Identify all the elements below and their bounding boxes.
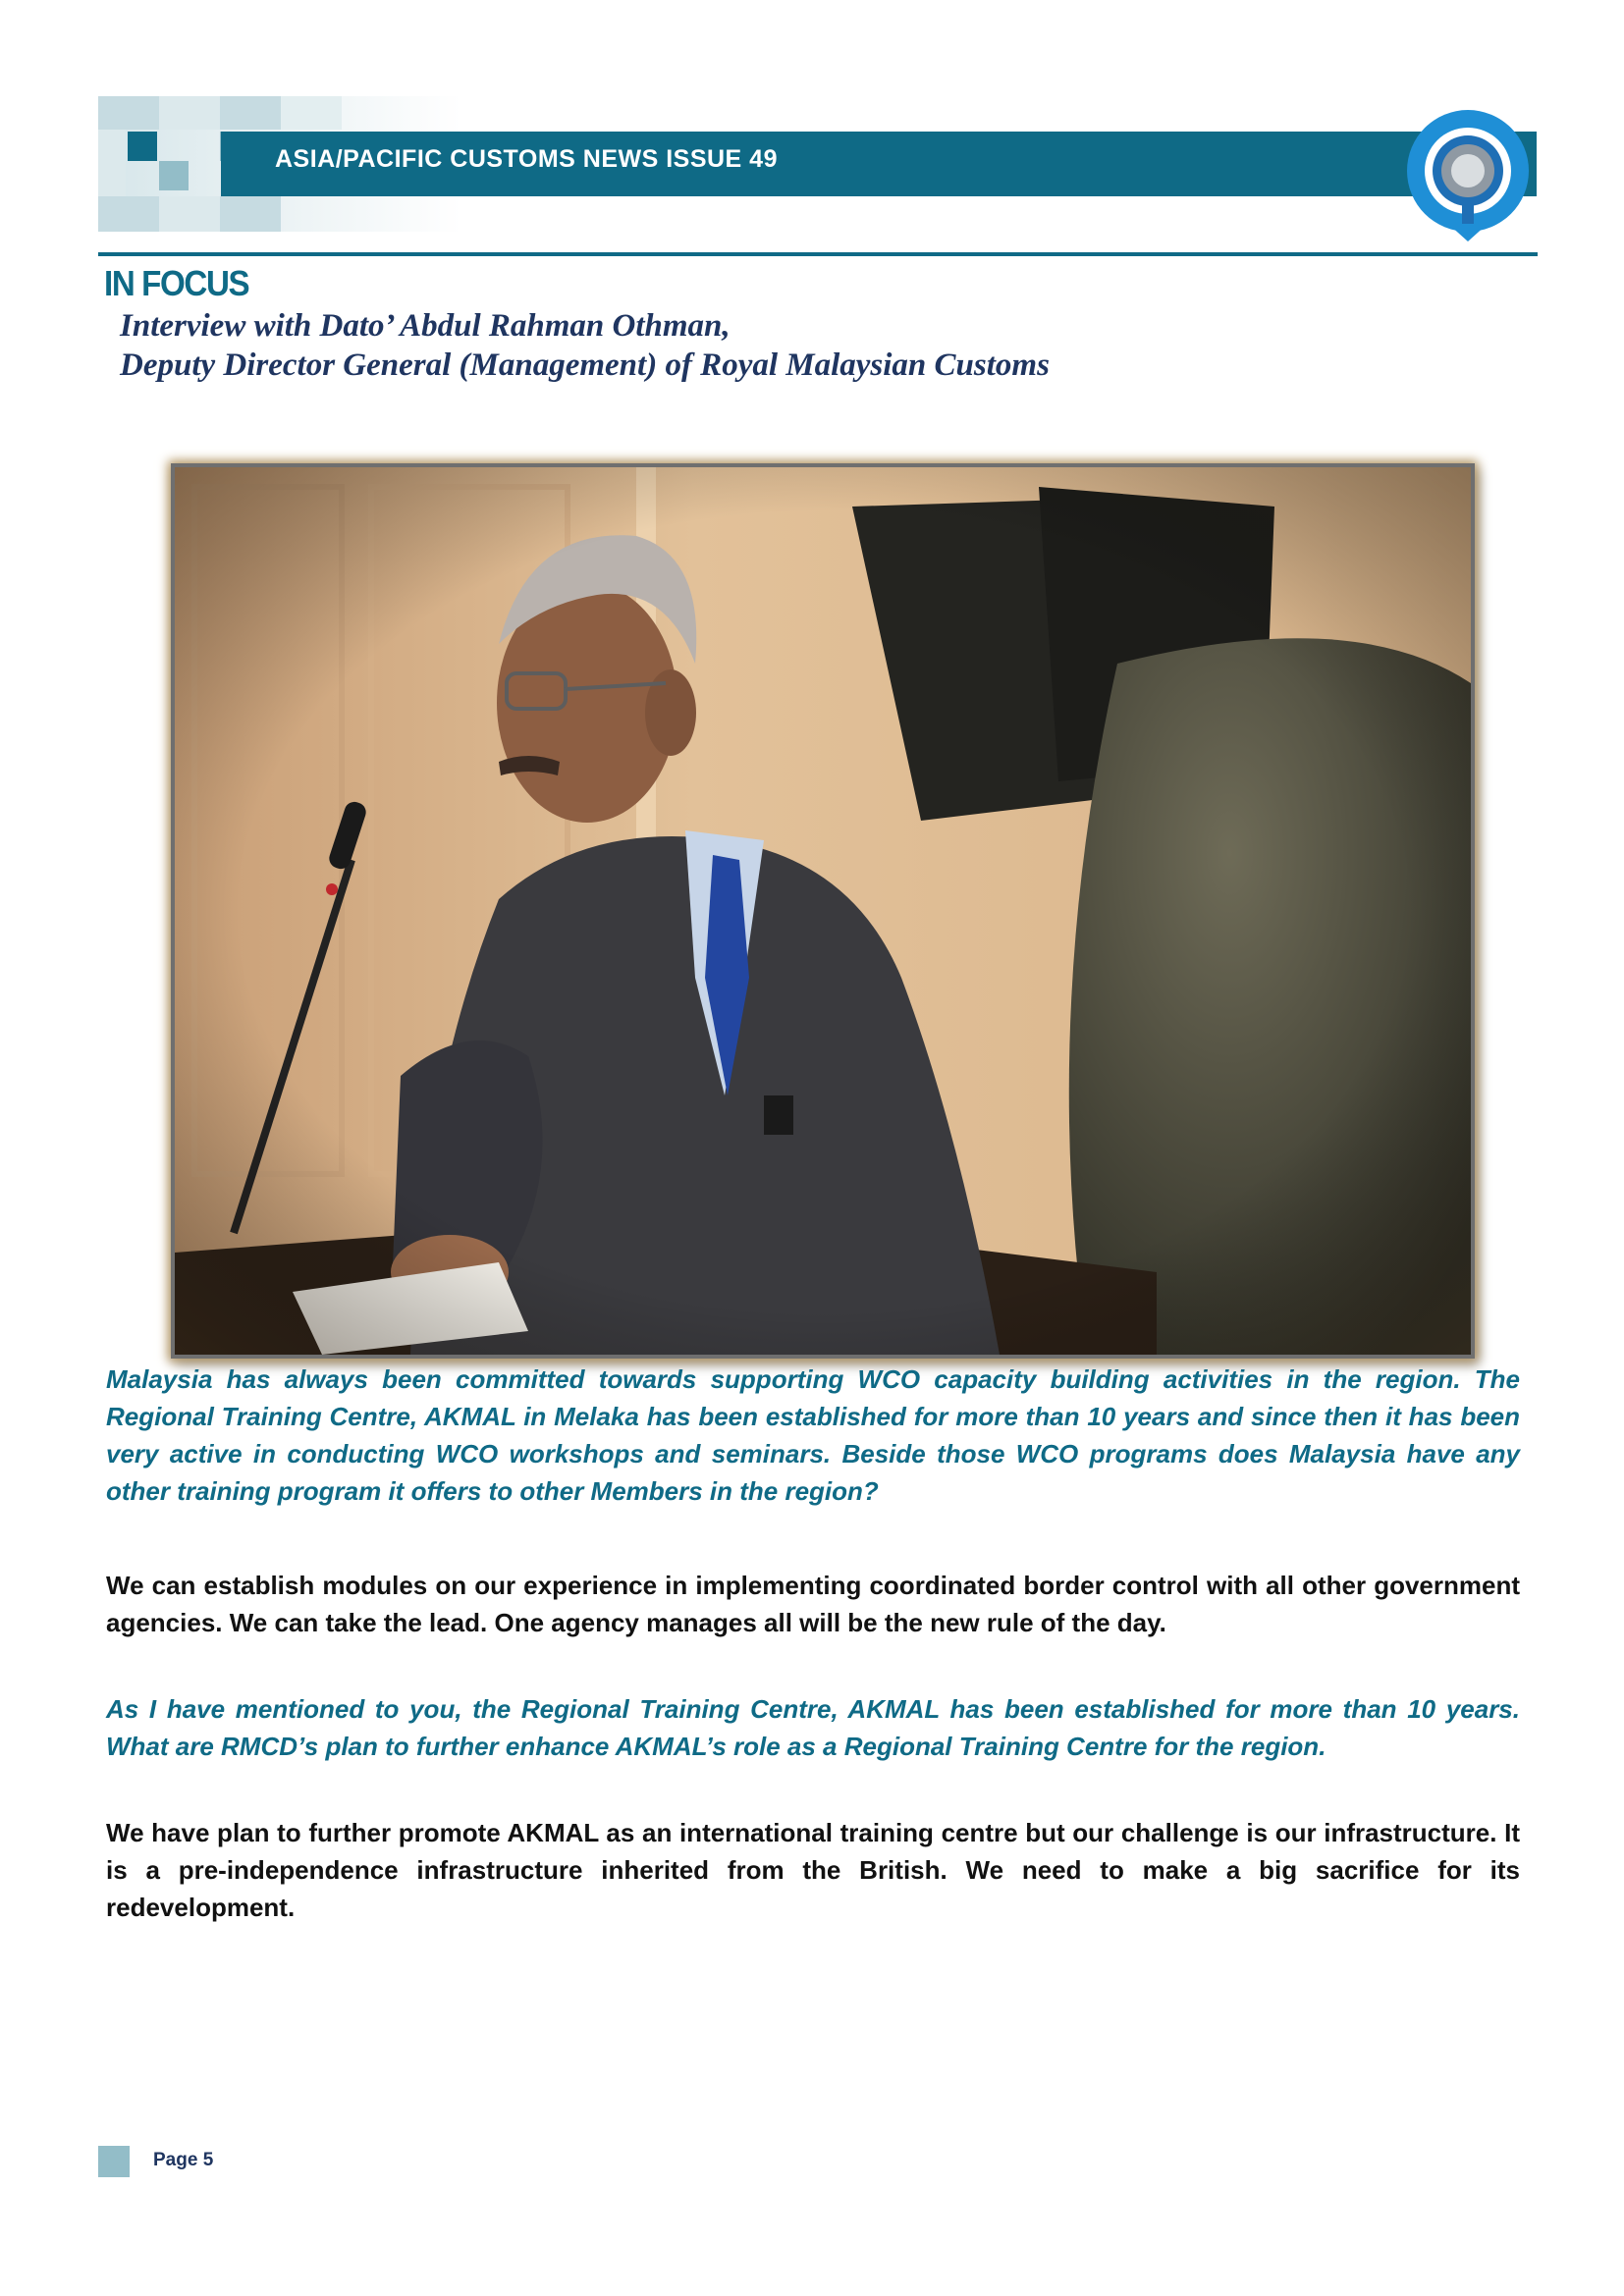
page-number: Page 5 <box>153 2150 214 2170</box>
speaker-photo-illustration <box>175 467 1471 1355</box>
interview-photo <box>171 463 1475 1359</box>
logo-text: Pacific Re <box>1435 83 1520 116</box>
interview-question-2: As I have mentioned to you, the Regional Training Centre, AKMAL has been established for more than 10 years. What are RMCD’s plan to further enhance AKMAL’s role as a Regional Training Centre for the region. <box>106 1694 1520 1761</box>
interview-title-line1: Interview with Dato’ Abdul Rahman Othman, <box>120 308 731 344</box>
section-label: IN FOCUS <box>104 263 249 303</box>
publication-title: ASIA/PACIFIC CUSTOMS NEWS ISSUE 49 <box>275 145 778 173</box>
header-band-notch <box>221 165 250 196</box>
interview-answer-1: We can establish modules on our experience in implementing coordinated border control with all other government agencies. We can take the lead. One agency manages all will be the new rule of the day. <box>106 1571 1520 1637</box>
interview-title-line2: Deputy Director General (Management) of Royal Malaysian Customs <box>120 347 1050 383</box>
interview-title <box>120 306 1050 385</box>
interview-answer-2: We have plan to further promote AKMAL as an international training centre but our challenge is our infrastructure. It is a pre-independence infrastructure inherited from the British. We need to make a big sacrifice for its redevelopment. <box>106 1818 1520 1922</box>
organization-logo-icon <box>1389 77 1546 243</box>
page-number-marker <box>98 2146 130 2177</box>
header-rule <box>98 252 1538 256</box>
interview-question-1: Malaysia has always been committed towards supporting WCO capacity building activities in the region. The Regional Training Centre, AKMAL in Melaka has been established for more than 10 years and since then it has been very active in conducting WCO workshops and seminars. Beside those WCO programs does Malaysia have any other training program it offers to other Members in the region? <box>106 1364 1520 1506</box>
